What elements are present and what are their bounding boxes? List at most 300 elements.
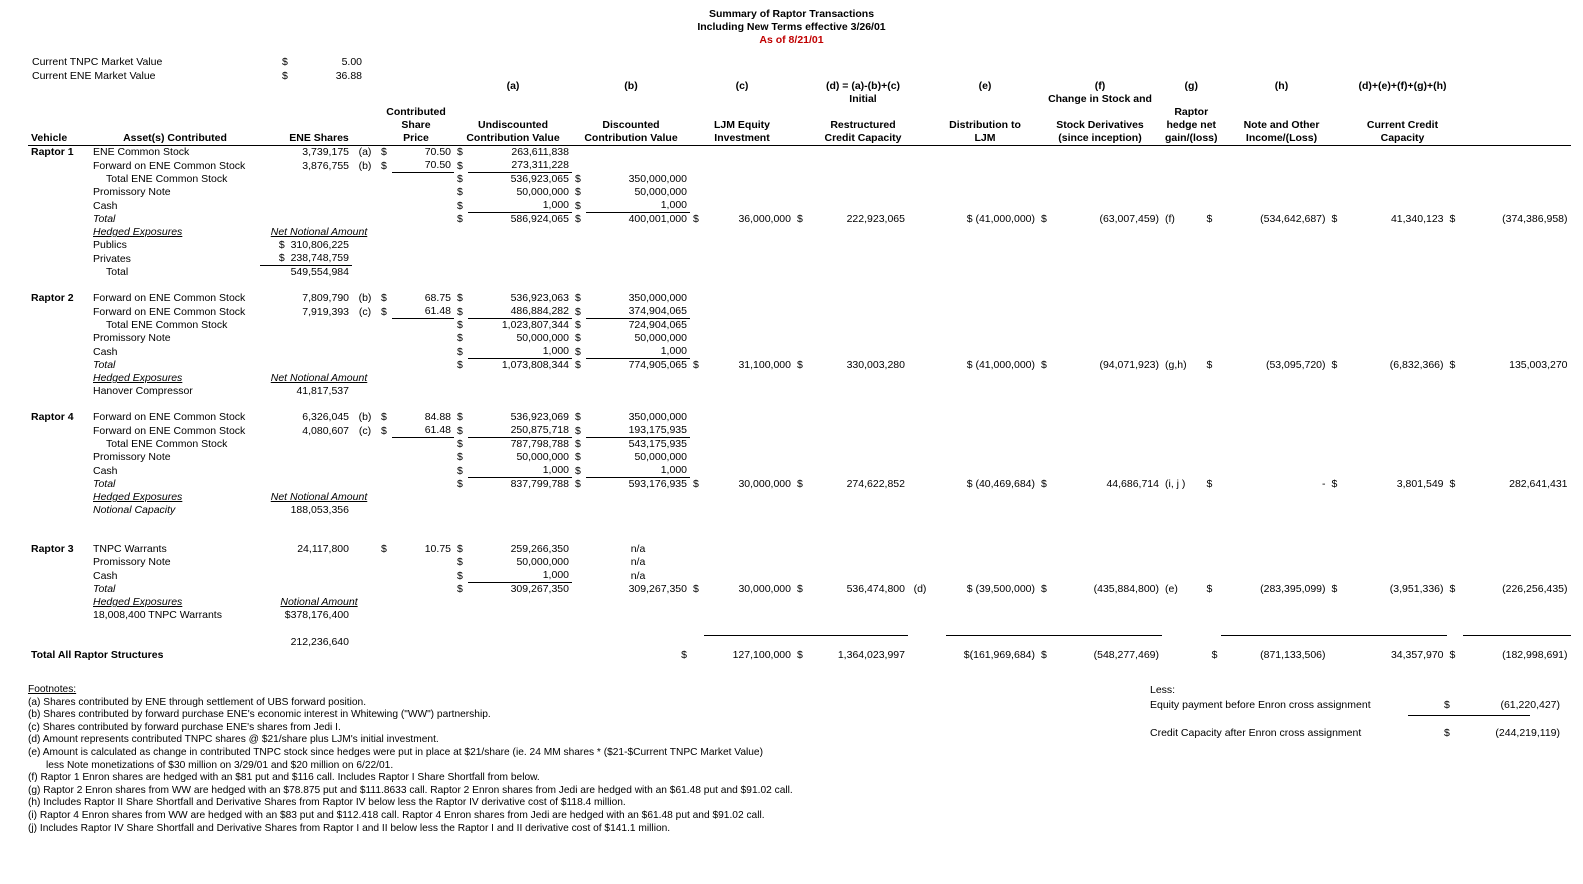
raptor1-note-0: (a) [358,146,372,158]
raptor4-asset-2: Total ENE Common Stock [106,438,228,450]
raptor3-exposure-label-0: 18,008,400 TNPC Warrants [93,609,222,621]
header-distribution-line2: LJM [974,132,996,144]
title-as-of-date: As of 8/21/01 [759,34,824,46]
raptor4-asset-1: Forward on ENE Common Stock [93,424,246,437]
raptor4-total-fn [908,478,932,492]
section-spacer [28,279,1571,292]
grand-total-d8: $ [1211,649,1218,661]
raptor1-exposure-amount-1: 238,748,759 [290,252,349,264]
raptor3-asset-2: Cash [93,569,118,582]
table-row [28,252,1571,266]
raptor2-price-1: 61.48 [392,305,454,319]
raptor2-note-1: (c) [358,305,372,318]
raptor1-shares-1: 3,876,755 [302,159,349,172]
header-undiscounted-line1: Undiscounted [478,119,548,131]
raptor2-d3-3: $ [575,332,581,344]
raptor2-hedged-label: Hedged Exposures [93,372,183,384]
raptor1-total-d5: $ [797,213,803,225]
header-asset: Asset(s) Contributed [123,132,227,144]
raptor2-exposure-label-0: Hanover Compressor [93,385,193,397]
raptor2-total-rcc: 330,003,280 [846,359,905,371]
grand-total-chg: (548,277,469) [1093,649,1159,661]
credit-capacity-row [1150,727,1560,742]
raptor2-total-fn [908,359,932,373]
grand-total-d10: $ [1449,649,1456,661]
raptor2-total-d7: $ [1041,359,1047,371]
grand-total-rule-cap [1463,636,1571,650]
raptor1-total-d7: $ [1041,213,1047,225]
raptor2-asset-4: Cash [93,345,118,358]
raptor1-total-label: Total [93,213,116,225]
raptor1-disc-1 [586,159,690,173]
raptor4-d3-3: $ [575,451,581,463]
raptor1-total-cap: (374,386,958) [1502,213,1568,225]
header-change-line1: Change in Stock and [1048,93,1152,105]
footnote-item-e-cont: less Note monetizations of $30 million on 3/29/01 and $20 million on 6/22/01. [46,759,394,771]
raptor3-und-1: 50,000,000 [516,556,569,568]
header-undiscounted-line2: Contribution Value [466,132,560,144]
header-discounted-line2: Contribution Value [584,132,678,144]
raptor1-exposure-label-1: Privates [93,252,131,265]
raptor2-price-0: 68.75 [424,292,451,304]
raptor1-total-d2: $ [457,213,463,225]
ene-market-value-amount: 36.88 [335,70,362,82]
grand-total-rule-d7 [1038,636,1052,650]
raptor4-d3-4: $ [575,464,581,477]
cross-assignment-rule [1408,715,1530,717]
raptor2-und-2: 1,023,807,344 [501,319,569,331]
raptor4-disc-4: 1,000 [586,464,690,478]
raptor3-notional-label: Notional Amount [280,596,358,608]
raptor1-disc-3: 50,000,000 [634,186,687,198]
raptor3-total-d10: $ [1449,583,1456,595]
raptor1-d3-2: $ [575,173,581,185]
table-row [28,372,1571,385]
raptor1-total-dist: $ (41,000,000) [966,213,1035,225]
header-initial: Initial [849,93,877,105]
raptor2-total-d2: $ [457,359,463,371]
header-note-line2: Income/(Loss) [1245,132,1318,144]
raptor4-total-d2: $ [457,478,463,490]
footnote-item-e: (e) Amount is calculated as change in contributed TNPC stock since hedges were put in place at $21/share (ie. 24 MM shares * ($21-$Current TNPC Market Value) [28,746,763,758]
raptor1-d3-1 [572,159,586,173]
table-row [28,266,1571,280]
footnotes-title: Footnotes: [28,684,77,695]
section-spacer [28,398,1571,411]
ene-market-value-label: Current ENE Market Value [32,70,156,82]
header-letter-f: (f) [1094,80,1106,92]
raptor4-und-3: 50,000,000 [516,451,569,463]
grand-total-rule-d5 [794,636,808,650]
raptor1-und-2: 536,923,065 [510,173,569,185]
raptor4-und-1: 250,875,718 [468,424,572,438]
cross-assignment-summary [1150,684,1560,742]
raptor2-total-d4: $ [693,359,699,371]
raptor1-total-fn [908,213,932,227]
raptor2-disc-3: 50,000,000 [634,332,687,344]
section-spacer [28,517,1571,530]
raptor2-disc-2: 724,904,065 [628,319,687,331]
raptor3-disc-0: n/a [630,543,646,555]
equity-payment-row [1150,699,1560,714]
raptor3-d2-2: $ [457,569,463,582]
header-change-line2: Stock Derivatives [1056,119,1144,131]
raptor1-price-1: 70.50 [392,159,454,173]
grand-total-rule-dist [946,636,1038,650]
title-line-2: Including New Terms effective 3/26/01 [697,21,886,33]
document-page [0,8,1583,884]
raptor1-total-d10: $ [1449,213,1456,225]
table-row [28,199,1571,213]
raptor3-d2-0: $ [457,543,463,555]
raptor1-exposure-value-0 [260,239,352,252]
credit-capacity-currency: $ [1444,727,1450,739]
raptor2-vehicle: Raptor 2 [31,292,74,304]
footnote-item-d: (d) Amount represents contributed TNPC shares @ $21/share plus LJM's initial investment. [28,734,439,746]
footnote-item-c: (c) Shares contributed by forward purchase ENE's shares from Jedi I. [28,721,341,733]
raptor4-total-d4: $ [693,478,699,490]
equity-payment-amount: (61,220,427) [1500,699,1560,711]
raptor2-total-d3: $ [575,359,581,371]
raptor2-disc-4: 1,000 [586,345,690,359]
raptor1-und-4: 1,000 [468,199,572,213]
raptor4-exposure-label-0: Notional Capacity [93,504,176,516]
raptor2-d2-0: $ [457,292,463,304]
header-capacity-line2: Capacity [1380,132,1425,144]
raptor4-d2-4: $ [457,464,463,477]
raptor1-exposure-label-2: Total [106,266,129,278]
footnote-item-g: (g) Raptor 2 Enron shares from WW are hedged with an $78.875 put and $111.8633 call. Raptor 2 Enron shares from Jedi are hedged with an $61.48 put and $91.02 call. [28,784,793,796]
raptor2-total-label: Total [93,359,116,371]
raptor4-total-cap: 282,641,431 [1509,478,1568,490]
raptor2-d2-3: $ [457,332,463,344]
header-letter-e: (e) [978,80,992,92]
raptor1-disc-4: 1,000 [586,199,690,213]
equity-payment-currency: $ [1444,699,1450,711]
footnote-item-b: (b) Shares contributed by forward purchase ENE's economic interest in Whitewing ("WW") partnership. [28,709,491,721]
grand-total-d5: $ [797,649,803,661]
header-letter-total: (d)+(e)+(f)+(g)+(h) [1358,80,1447,92]
raptor1-d1-0: $ [381,146,387,158]
raptor3-d1-0: $ [381,543,387,555]
raptor2-total-und: 1,073,808,344 [501,359,569,371]
header-sub-row-2 [28,106,1571,132]
header-contributed-price-line2: Price [403,132,429,144]
raptor4-total-d10: $ [1449,478,1456,490]
raptor2-d1-1: $ [381,305,387,318]
raptor2-total-d9: $ [1331,359,1338,371]
raptor3-total-ljm: 30,000,000 [738,583,791,595]
raptor1-total-noteinc: 41,340,123 [1390,213,1444,225]
raptor4-hedged-label: Hedged Exposures [93,491,183,503]
raptor2-total-d8: $ [1206,359,1213,371]
footnotes-block [28,684,1028,835]
raptor1-exposure-amount-0: 310,806,225 [290,239,349,251]
raptor1-vehicle: Raptor 1 [31,146,74,158]
table-row [28,319,1571,333]
raptor1-notional-label: Net Notional Amount [270,226,368,238]
raptor2-d2-2: $ [457,319,463,331]
raptor4-d3-1: $ [575,424,581,437]
raptor2-total-d10: $ [1449,359,1456,371]
raptor1-exposure-amount-2: 549,554,984 [290,266,349,278]
raptor2-d2-4: $ [457,345,463,358]
table-row [28,239,1571,252]
raptor1-asset-4: Cash [93,199,118,212]
table-row [28,146,1571,160]
raptor4-total-d9: $ [1331,478,1338,490]
table-row [28,226,1571,239]
raptor2-shares-1: 7,919,393 [302,305,349,318]
section-spacer [28,530,1571,543]
header-letter-g: (g) [1184,80,1198,92]
raptor2-note-0: (b) [358,292,372,304]
raptor3-total-d4: $ [693,583,699,595]
raptor3-d2-1: $ [457,556,463,568]
raptor3-total-fn: (d) [913,583,927,595]
grand-total-row [28,649,1571,662]
raptor3-total-chg: (435,884,800) [1093,583,1159,595]
grand-total-rule-noteinc [1343,636,1447,650]
raptor3-shares-0: 24,117,800 [297,543,349,555]
raptor3-total-hedge: (283,395,099) [1260,583,1326,595]
raptor2-d3-0: $ [575,292,581,304]
raptor3-total-d3 [572,583,586,597]
raptor3-total-fn2: (e) [1165,583,1178,595]
raptor1-total-fn2: (f) [1165,213,1175,225]
document-title-block [0,8,1583,47]
raptor3-total-disc: 309,267,350 [628,583,687,595]
raptor4-asset-3: Promissory Note [93,451,171,463]
raptor2-asset-2: Total ENE Common Stock [106,319,228,331]
raptor4-total-row [28,478,1571,492]
grand-total-rcc: 1,364,023,997 [837,649,905,661]
raptor3-exposure-amount-0: $378,176,400 [284,609,349,621]
grand-total-label: Total All Raptor Structures [31,649,164,661]
raptor2-total-disc: 774,905,065 [628,359,687,371]
table-row [28,424,1571,438]
raptor2-d3-1: $ [575,305,581,318]
table-row [28,636,1571,650]
raptor4-total-noteinc: 3,801,549 [1396,478,1444,490]
raptor1-total-chg: (63,007,459) [1099,213,1159,225]
raptor4-d2-1: $ [457,424,463,437]
raptor3-total-dist: $ (39,500,000) [966,583,1035,595]
raptor2-d3-4: $ [575,345,581,358]
raptor2-disc-1: 374,904,065 [586,305,690,319]
raptor2-d2-1: $ [457,305,463,318]
table-row [28,345,1571,359]
raptor3-exposure-amount-1: 212,236,640 [290,636,349,648]
raptor4-price-1: 61.48 [392,424,454,438]
grand-total-dist: $(161,969,684) [963,649,1035,661]
raptor3-d3-0 [572,543,586,556]
raptor4-total-d7: $ [1041,478,1047,490]
table-row [28,438,1571,452]
header-letter-h: (h) [1274,80,1289,92]
raptor4-disc-0: 350,000,000 [628,411,687,423]
raptor2-total-row [28,359,1571,373]
raptor4-und-2: 787,798,788 [510,438,569,450]
table-row [28,292,1571,305]
footnote-item-h: (h) Includes Raptor II Share Shortfall and Derivative Shares from Raptor IV below less the Raptor IV derivative cost of $118.4 million. [28,797,626,809]
grand-total-d4: $ [681,649,687,661]
raptor3-und-0: 259,266,350 [510,543,569,555]
raptor4-disc-2: 543,175,935 [628,438,687,450]
raptor4-notional-label: Net Notional Amount [270,491,368,503]
raptor3-total-d7: $ [1041,583,1047,595]
raptor3-price-0: 10.75 [424,543,451,555]
footnote-item-a: (a) Shares contributed by ENE through settlement of UBS forward position. [28,696,367,708]
raptor4-total-und: 837,799,788 [510,478,569,490]
raptor4-shares-1: 4,080,607 [302,424,349,437]
raptor4-total-d8: $ [1206,478,1213,490]
table-row [28,173,1571,187]
header-hedge-line1: Raptor hedge net [1166,106,1217,131]
raptor4-asset-0: Forward on ENE Common Stock [93,411,246,423]
grand-total-rule-hedge [1221,636,1329,650]
raptor2-disc-0: 350,000,000 [628,292,687,304]
table-row [28,609,1571,622]
raptor1-und-1: 273,311,228 [468,159,572,173]
table-row [28,451,1571,464]
header-ene-shares: ENE Shares [289,132,349,144]
raptor1-disc-2: 350,000,000 [628,173,687,185]
tnpc-market-value-label: Current TNPC Market Value [32,56,163,68]
grand-total-rule-ljm [704,636,794,650]
raptor2-total-dist: $ (41,000,000) [966,359,1035,371]
raptor3-d3-1 [572,556,586,569]
raptor3-disc-2: n/a [630,569,646,582]
raptor2-total-noteinc: (6,832,366) [1389,359,1444,371]
section-spacer [28,622,1571,636]
raptor4-note-0: (b) [358,411,372,423]
raptor3-note-0 [352,543,378,556]
raptor3-total-d8: $ [1206,583,1213,595]
raptor1-total-disc: 400,001,000 [628,213,687,225]
raptor1-und-3: 50,000,000 [516,186,569,198]
table-row [28,464,1571,478]
raptor1-shares-0: 3,739,175 [302,146,349,158]
table-row [28,491,1571,504]
raptor4-d2-0: $ [457,411,463,423]
raptor2-notional-label: Net Notional Amount [270,372,368,384]
market-value-row [32,56,432,70]
raptor1-d2-3: $ [457,186,463,198]
table-row [28,543,1571,556]
header-sub-row-3 [28,132,1571,146]
header-letters-row [28,80,1571,93]
raptor1-note-1: (b) [358,159,372,172]
table-row [28,596,1571,609]
raptor2-und-3: 50,000,000 [516,332,569,344]
raptor4-vehicle: Raptor 4 [31,411,74,423]
raptor2-exposure-amount-0: 41,817,537 [296,385,349,397]
raptor4-price-0: 84.88 [424,411,451,423]
grand-total-rule-chg [1052,636,1162,650]
raptor1-d2-4: $ [457,199,463,212]
raptor1-total-ljm: 36,000,000 [738,213,791,225]
raptor1-d2-1: $ [457,159,463,172]
raptor-summary-table [28,80,1571,662]
raptor4-d3-0: $ [575,411,581,423]
table-row [28,186,1571,199]
raptor3-hedged-label: Hedged Exposures [93,596,183,608]
title-line-1: Summary of Raptor Transactions [708,8,875,20]
raptor3-disc-1: n/a [630,556,646,568]
less-label-row [1150,684,1560,699]
raptor3-total-d9: $ [1331,583,1338,595]
header-restructured-line1: Restructured [830,119,896,131]
raptor2-total-hedge: (53,095,720) [1265,359,1326,371]
raptor1-d1-1: $ [381,159,387,172]
raptor1-hedged-label: Hedged Exposures [93,226,183,238]
raptor4-d1-1: $ [381,424,387,437]
equity-payment-label: Equity payment before Enron cross assignment [1150,699,1371,711]
raptor3-total-rcc: 536,474,800 [846,583,905,595]
raptor3-total-noteinc: (3,951,336) [1389,583,1444,595]
raptor1-asset-3: Promissory Note [93,186,171,198]
table-row [28,159,1571,173]
header-capacity-line1: Current Credit [1366,119,1439,131]
header-ljm-line1: LJM Equity [713,119,770,131]
header-letter-a: (a) [506,80,520,92]
raptor1-asset-1: Forward on ENE Common Stock [93,159,246,172]
credit-capacity-label: Credit Capacity after Enron cross assignment [1150,727,1362,739]
raptor4-total-dist: $ (40,469,684) [966,478,1035,490]
raptor4-d1-0: $ [381,411,387,423]
header-hedge-line2: gain/(loss) [1165,132,1218,144]
table-row [28,504,1571,517]
raptor3-total-cap: (226,256,435) [1502,583,1568,595]
grand-total-cap: (182,998,691) [1502,649,1568,661]
raptor1-disc-0 [586,146,690,160]
raptor1-total-row [28,213,1571,227]
tnpc-market-value-currency: $ [282,56,288,68]
raptor4-total-d5: $ [797,478,803,490]
raptor1-total-d8: $ [1206,213,1213,225]
raptor4-shares-0: 6,326,045 [302,411,349,423]
header-letter-c: (c) [735,80,749,92]
raptor2-shares-0: 7,809,790 [302,292,349,304]
credit-capacity-amount: (244,219,119) [1495,727,1560,739]
table-row [28,385,1571,398]
raptor4-disc-1: 193,175,935 [586,424,690,438]
table-row [28,556,1571,569]
raptor1-d3-4: $ [575,199,581,212]
raptor1-exposure-value-1 [260,252,352,266]
header-letter-b: (b) [624,80,638,92]
raptor1-total-d9: $ [1331,213,1338,225]
footnote-item-i: (i) Raptor 4 Enron shares from WW are hedged with an $83 put and $112.418 call. Raptor 4 Enron shares from Jedi are hedged with an $61.48 put and $91.02 call. [28,809,765,821]
footnote-item-j: (j) Includes Raptor IV Share Shortfall and Derivative Shares from Raptor I and II below less the Raptor I and II derivative cost of $141.1 million. [28,822,671,834]
grand-total-hedge: (871,133,506) [1260,649,1326,661]
raptor4-total-hedge: - [1322,478,1326,490]
raptor4-d2-2: $ [457,438,463,450]
header-ljm-line2: Investment [714,132,770,144]
raptor4-total-chg: 44,686,714 [1106,478,1159,490]
raptor2-total-cap: 135,003,270 [1509,359,1568,371]
header-distribution-line1: Distribution to [949,119,1021,131]
raptor2-d3-2: $ [575,319,581,331]
raptor4-d3-2: $ [575,438,581,450]
raptor2-und-1: 486,884,282 [468,305,572,319]
grand-total-rule-rcc [808,636,908,650]
raptor2-total-d5: $ [797,359,803,371]
raptor4-note-1: (c) [358,424,372,437]
grand-total-noteinc: 34,357,970 [1390,649,1444,661]
raptor1-d2-0: $ [457,146,463,158]
